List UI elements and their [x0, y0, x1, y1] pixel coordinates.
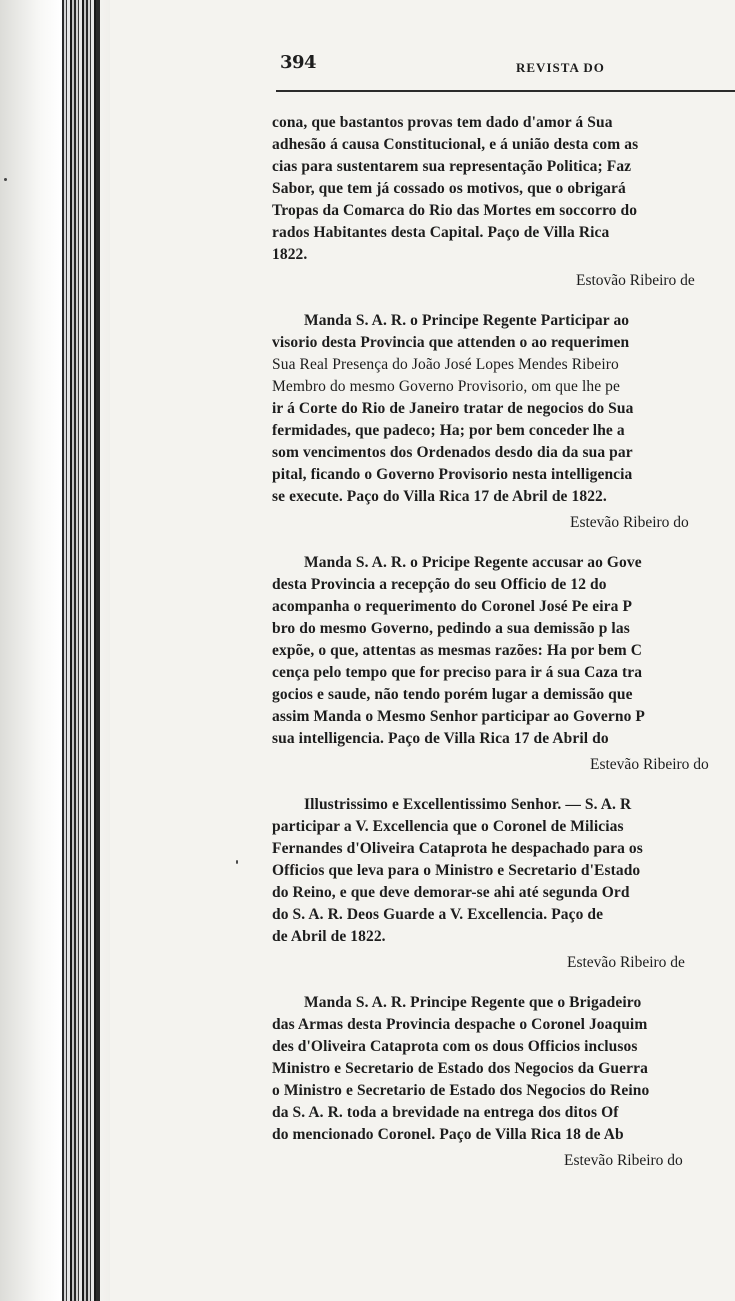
text-line: assim Manda o Mesmo Senhor participar ao Governo P — [272, 708, 645, 725]
text-line: de Abril de 1822. — [272, 928, 386, 945]
text-line: cias para sustentarem sua representação Politica; Faz — [272, 158, 632, 175]
text-line: Sabor, que tem já cossado os motivos, que o obrigará — [272, 180, 626, 197]
text-line: Manda S. A. R. o Principe Regente Participar ao — [304, 312, 630, 329]
page-body — [272, 112, 735, 1176]
text-line: adhesão á causa Constitucional, e á união desta com as — [272, 136, 639, 153]
binding-edge — [96, 0, 100, 1301]
signature: Estevão Ribeiro do — [590, 756, 709, 773]
text-line: bro do mesmo Governo, pedindo a sua demissão p las — [272, 620, 630, 637]
text-line: som vencimentos dos Ordenados desdo dia da sua par — [272, 444, 633, 461]
signature: Estevão Ribeiro do — [570, 514, 689, 531]
text-line: Fernandes d'Oliveira Cataprota he despachado para os — [272, 840, 643, 857]
text-line: do S. A. R. Deos Guarde a V. Excellencia. Paço de — [272, 906, 604, 923]
signature: Estovão Ribeiro de — [576, 272, 695, 289]
text-line: cona, que bastantos provas tem dado d'amor á Sua — [272, 114, 613, 131]
signature: Estevão Ribeiro de — [567, 954, 685, 971]
paragraph-5 — [272, 992, 735, 1176]
header-rule — [276, 90, 735, 92]
running-head: REVISTA DO — [516, 60, 605, 75]
text-line: visorio desta Provincia que attenden o ao requerimen — [272, 334, 630, 351]
text-line: des d'Oliveira Cataprota com os dous Officios inclusos — [272, 1038, 638, 1055]
text-line: do Reino, e que deve demorar-se ahi até segunda Ord — [272, 884, 630, 901]
text-line: Manda S. A. R. o Pricipe Regente accusar ao Gove — [304, 554, 642, 571]
text-line: cença pelo tempo que for preciso para ir á sua Caza tra — [272, 664, 643, 681]
text-line: Membro do mesmo Governo Provisorio, om que lhe pe — [272, 378, 621, 395]
text-line: das Armas desta Provincia despache o Coronel Joaquim — [272, 1016, 648, 1033]
text-line: Illustrissimo e Excellentissimo Senhor. — S. A. R — [304, 796, 632, 813]
book-page — [272, 0, 735, 1301]
text-line: o Ministro e Secretario de Estado dos Negocios do Reino — [272, 1082, 650, 1099]
text-line: 1822. — [272, 246, 308, 263]
text-line: Sua Real Presença do João José Lopes Mendes Ribeiro — [272, 356, 619, 373]
text-line: Officios que leva para o Ministro e Secretario d'Estado — [272, 862, 641, 879]
paper-speck — [4, 178, 7, 181]
paragraph-3 — [272, 552, 735, 780]
paragraph-2 — [272, 310, 735, 538]
text-line: do mencionado Coronel. Paço de Villa Rica 18 de Ab — [272, 1126, 624, 1143]
text-line: Tropas da Comarca do Rio das Mortes em soccorro do — [272, 202, 638, 219]
text-line: Manda S. A. R. Principe Regente que o Brigadeiro — [304, 994, 642, 1011]
text-line: gocios e saude, não tendo porém lugar a demissão que — [272, 686, 633, 703]
text-line: desta Provincia a recepção do seu Officio de 12 do — [272, 576, 607, 593]
paper-speck — [236, 860, 238, 864]
text-line: pital, ficando o Governo Provisorio nesta intelligencia — [272, 466, 633, 483]
text-line: fermidades, que padeco; Ha; por bem conceder lhe a — [272, 422, 625, 439]
text-line: Ministro e Secretario de Estado dos Negocios da Guerra — [272, 1060, 648, 1077]
paragraph-1 — [272, 112, 735, 296]
text-line: ir á Corte do Rio de Janeiro tratar de negocios do Sua — [272, 400, 634, 417]
text-line: sua intelligencia. Paço de Villa Rica 17 de Abril do — [272, 730, 609, 747]
text-line: acompanha o requerimento do Coronel José Pe eira P — [272, 598, 633, 615]
book-binding — [62, 0, 98, 1301]
signature: Estevão Ribeiro do — [564, 1152, 683, 1169]
text-line: da S. A. R. toda a brevidade na entrega dos ditos Of — [272, 1104, 619, 1121]
paragraph-4 — [272, 794, 735, 978]
text-line: participar a V. Excellencia que o Coronel de Milicias — [272, 818, 624, 835]
text-line: se execute. Paço do Villa Rica 17 de Abril de 1822. — [272, 488, 607, 505]
text-line: rados Habitantes desta Capital. Paço de Villa Rica — [272, 224, 610, 241]
text-line: expõe, o que, attentas as mesmas razões: Ha por bem C — [272, 642, 643, 659]
page-number: 394 — [280, 52, 317, 73]
